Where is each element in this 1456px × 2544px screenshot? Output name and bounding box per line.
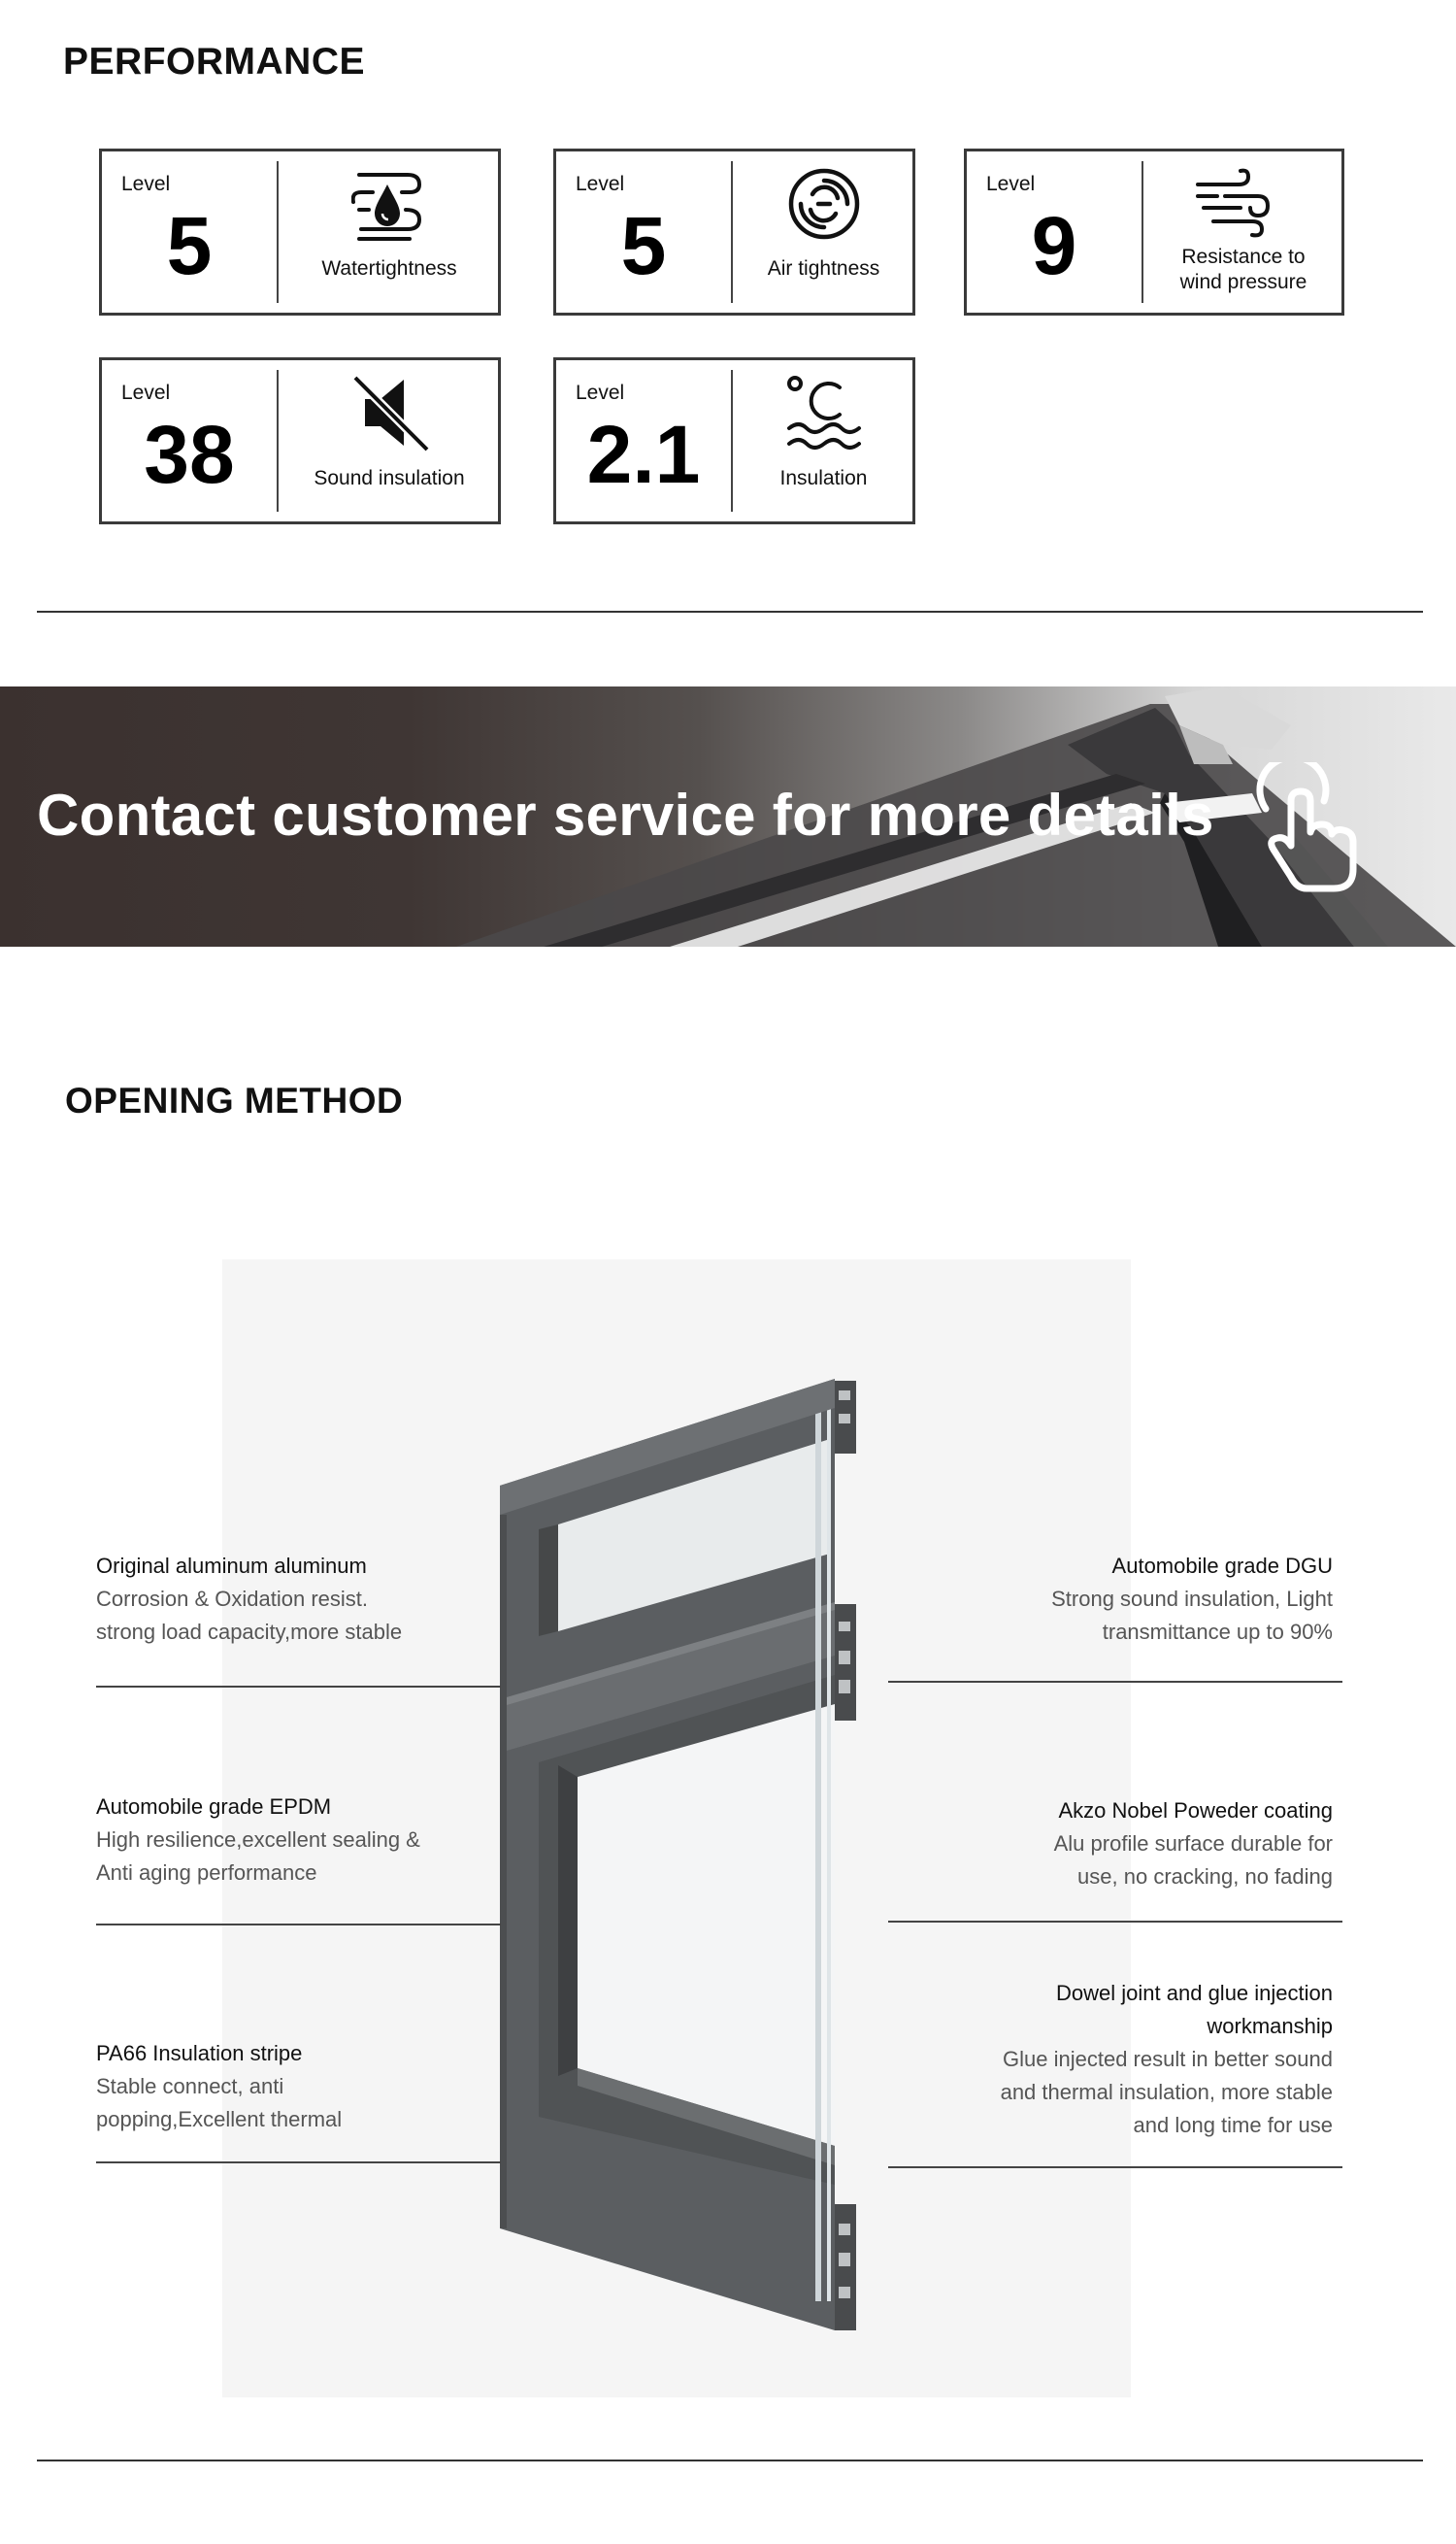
sound-mute-icon [351, 374, 429, 452]
feature-leader-line [888, 2166, 1342, 2168]
feature-desc-line: Strong sound insulation, Light [1051, 1587, 1333, 1611]
level-label: Level [576, 173, 625, 195]
performance-card-sound-insulation [99, 357, 501, 524]
feature-title: Automobile grade EPDM [96, 1794, 332, 1819]
feature-desc-line: and thermal insulation, more stable [1000, 2080, 1333, 2104]
performance-title: PERFORMANCE [63, 41, 366, 83]
card-divider [731, 370, 733, 512]
level-label: Level [121, 382, 171, 404]
window-profile-image [485, 1379, 912, 2330]
section-divider [37, 2460, 1423, 2461]
feature-leader-line [96, 2161, 501, 2163]
feature-leader-line [96, 1924, 501, 1925]
contact-banner-text[interactable]: Contact customer service for more details [37, 783, 1214, 848]
feature-desc-line: Glue injected result in better sound [1003, 2047, 1333, 2071]
feature-leader-line [888, 1921, 1342, 1923]
feature-pa66-stripe [96, 2037, 342, 2136]
feature-leader-line [96, 1686, 501, 1688]
card-name [281, 256, 498, 282]
level-value: 5 [620, 200, 667, 291]
feature-title: PA66 Insulation stripe [96, 2041, 303, 2065]
feature-title: Akzo Nobel Poweder coating [1058, 1798, 1333, 1823]
level-value: 38 [144, 409, 235, 500]
card-name-line: Sound insulation [314, 467, 465, 489]
feature-title: Automobile grade DGU [1111, 1554, 1333, 1578]
feature-dgu [874, 1550, 1333, 1649]
touch-hand-icon[interactable] [1252, 762, 1364, 898]
air-swirl-icon [785, 165, 863, 243]
section-divider [37, 611, 1423, 613]
feature-desc-line: and long time for use [1133, 2113, 1333, 2137]
performance-card-insulation [553, 357, 915, 524]
card-name-line: wind pressure [1179, 271, 1307, 294]
card-divider [277, 370, 279, 512]
level-label: Level [576, 382, 625, 404]
card-name [735, 466, 912, 491]
card-name-line: Insulation [779, 467, 868, 489]
feature-powder-coating [874, 1794, 1333, 1893]
card-name [735, 256, 912, 282]
feature-title: Dowel joint and glue injection [1056, 1981, 1333, 2005]
card-name-line: Resistance to [1181, 246, 1306, 268]
feature-desc-line: Corrosion & Oxidation resist. [96, 1587, 368, 1611]
opening-method-title: OPENING METHOD [65, 1081, 404, 1121]
level-value: 9 [1031, 200, 1077, 291]
performance-card-wind-pressure [964, 149, 1344, 316]
feature-desc-line: use, no cracking, no fading [1077, 1864, 1333, 1889]
feature-desc-line: High resilience,excellent sealing & [96, 1827, 420, 1852]
level-label: Level [986, 173, 1036, 195]
temperature-icon [785, 374, 863, 452]
card-name [281, 466, 498, 491]
feature-desc-line: strong load capacity,more stable [96, 1620, 403, 1644]
card-name-line: Watertightness [321, 257, 457, 280]
feature-desc-line: popping,Excellent thermal [96, 2107, 343, 2131]
level-value: 5 [166, 200, 213, 291]
wind-icon [1194, 165, 1272, 243]
feature-title: workmanship [1207, 2014, 1333, 2038]
feature-desc-line: transmittance up to 90% [1102, 1620, 1333, 1644]
level-label: Level [121, 173, 171, 195]
card-divider [277, 161, 279, 303]
feature-desc-line: Stable connect, anti [96, 2074, 284, 2098]
feature-leader-line [888, 1681, 1342, 1683]
feature-desc-line: Anti aging performance [96, 1860, 317, 1885]
performance-card-watertightness [99, 149, 501, 316]
card-name-line: Air tightness [767, 257, 880, 280]
level-value: 2.1 [586, 409, 701, 500]
water-drop-icon [351, 165, 429, 243]
performance-card-air-tightness [553, 149, 915, 316]
card-divider [1142, 161, 1143, 303]
feature-dowel-joint [874, 1977, 1333, 2142]
feature-title: Original aluminum aluminum [96, 1554, 367, 1578]
feature-original-aluminum [96, 1550, 402, 1649]
feature-desc-line: Alu profile surface durable for [1053, 1831, 1333, 1856]
contact-banner[interactable] [0, 686, 1456, 947]
card-name [1145, 245, 1341, 296]
feature-epdm [96, 1791, 420, 1890]
card-divider [731, 161, 733, 303]
